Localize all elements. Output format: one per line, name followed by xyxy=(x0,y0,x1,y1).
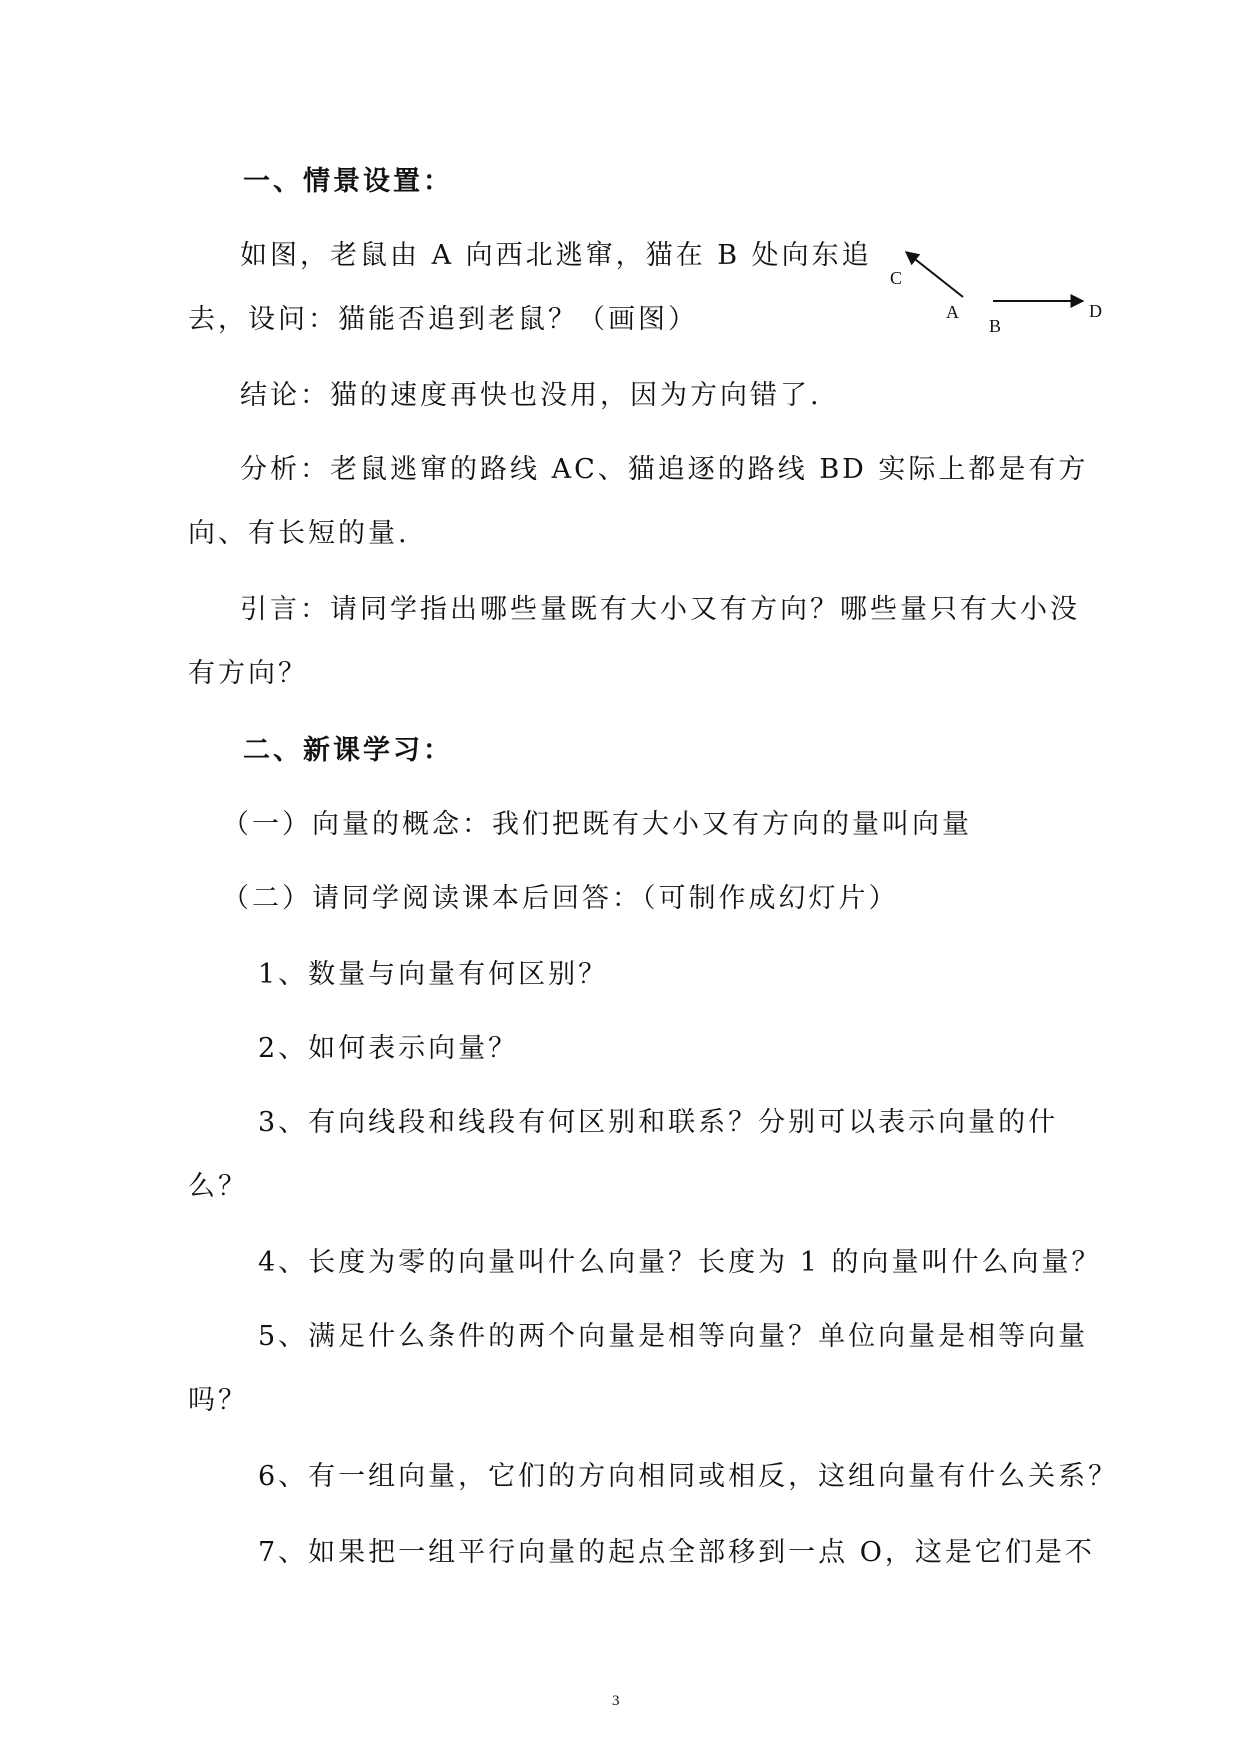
vector-ac-arrow xyxy=(906,252,963,297)
scenario-text-line1: 如图，老鼠由 A 向西北逃窜，猫在 B 处向东追 xyxy=(240,240,872,271)
section2-heading: 二、新课学习： xyxy=(243,735,453,766)
scenario-text-line2: 去，设问：猫能否追到老鼠？（画图） xyxy=(188,304,698,335)
section1-heading: 一、情景设置： xyxy=(243,166,453,197)
question-5-line1: 5、满足什么条件的两个向量是相等向量？单位向量是相等向量 xyxy=(258,1321,1089,1352)
label-c: C xyxy=(890,268,903,288)
page-number: 3 xyxy=(612,1693,620,1709)
label-a: A xyxy=(946,302,959,322)
conclusion-text: 结论：猫的速度再快也没用，因为方向错了. xyxy=(240,380,822,411)
question-4: 4、长度为零的向量叫什么向量？长度为 1 的向量叫什么向量？ xyxy=(258,1247,1102,1278)
analysis-text-line1: 分析：老鼠逃窜的路线 AC、猫追逐的路线 BD 实际上都是有方 xyxy=(240,454,1089,485)
intro-text-line2: 有方向？ xyxy=(188,658,308,689)
label-d: D xyxy=(1089,301,1102,321)
question-2: 2、如何表示向量？ xyxy=(258,1033,519,1064)
question-6: 6、有一组向量，它们的方向相同或相反，这组向量有什么关系？ xyxy=(258,1461,1119,1492)
subsection-2: （二）请同学阅读课本后回答：（可制作成幻灯片） xyxy=(222,883,899,914)
analysis-text-line2: 向、有长短的量. xyxy=(188,518,410,549)
question-5-line2: 吗？ xyxy=(188,1385,248,1416)
question-7-line1: 7、如果把一组平行向量的起点全部移到一点 O，这是它们是不 xyxy=(258,1537,1095,1568)
intro-text-line1: 引言：请同学指出哪些量既有大小又有方向？哪些量只有大小没 xyxy=(240,594,1080,625)
question-3-line1: 3、有向线段和线段有何区别和联系？分别可以表示向量的什 xyxy=(258,1107,1059,1138)
subsection-1: （一）向量的概念：我们把既有大小又有方向的量叫向量 xyxy=(222,809,972,840)
question-3-line2: 么？ xyxy=(188,1171,248,1202)
label-b: B xyxy=(989,316,1002,336)
vector-diagram xyxy=(880,235,1120,345)
question-1: 1、数量与向量有何区别？ xyxy=(258,959,609,990)
